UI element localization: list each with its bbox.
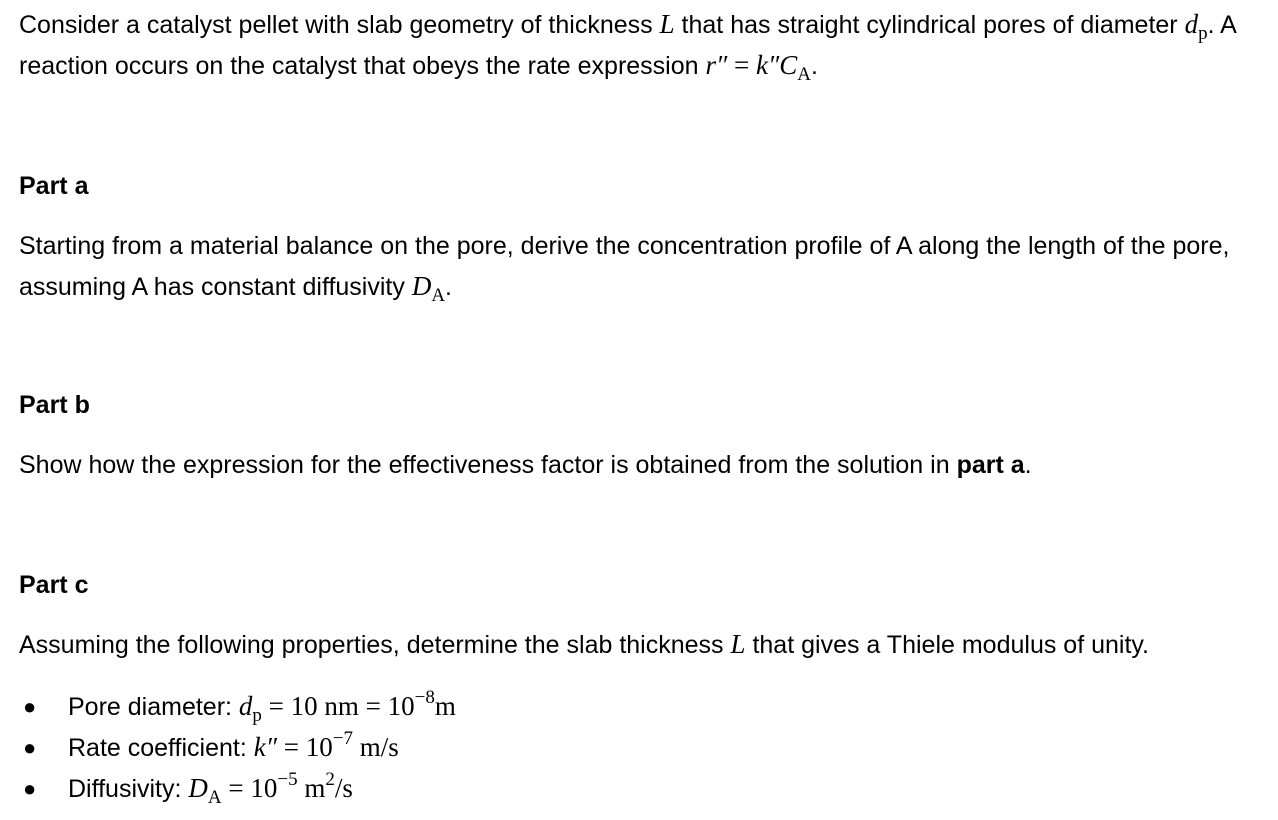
property-value: = 10 nm = 10	[261, 691, 415, 721]
property-exponent: −7	[332, 728, 353, 749]
part-c-paragraph	[19, 624, 1274, 665]
property-label: Diffusivity:	[68, 775, 189, 803]
property-symbol: d	[238, 691, 253, 721]
rate-rhs: k″C	[756, 50, 798, 80]
property-unit-exponent: 2	[325, 769, 335, 790]
list-item	[19, 727, 456, 768]
property-subscript: A	[207, 787, 222, 808]
diffusivity-subscript: A	[431, 285, 446, 306]
part-c-text-1: Assuming the following properties, determine the slab thickness	[19, 631, 731, 659]
intro-text-2: that has straight cylindrical pores of diameter	[674, 11, 1185, 39]
property-list	[19, 686, 456, 809]
diffusivity-symbol: D	[411, 271, 432, 301]
list-item	[19, 686, 456, 727]
part-a-text-2: .	[445, 273, 452, 301]
property-unit: m	[297, 773, 326, 803]
property-subscript: p	[252, 705, 262, 726]
property-value: = 10	[221, 773, 278, 803]
property-exponent: −5	[277, 769, 298, 790]
property-unit: m	[434, 691, 456, 721]
property-value: = 10	[277, 732, 333, 762]
part-c-text-2: that gives a Thiele modulus of unity.	[745, 631, 1149, 659]
part-a-text-1: Starting from a material balance on the pore, derive the concentration profile of A along the length of the pore, assuming A has constant diffusivity	[19, 232, 1230, 301]
bullet-icon: ●	[23, 735, 37, 760]
part-a-heading: Part a	[19, 172, 89, 200]
part-b-text-2: .	[1024, 451, 1032, 479]
property-label: Pore diameter:	[68, 693, 239, 721]
property-label: Rate coefficient:	[68, 734, 254, 762]
rate-equals: =	[727, 50, 756, 80]
part-b-paragraph	[19, 445, 1259, 485]
part-c-heading: Part c	[19, 571, 89, 599]
thickness-symbol: L	[659, 9, 675, 39]
pore-diameter-subscript: p	[1198, 23, 1208, 44]
bullet-icon: ●	[23, 694, 37, 719]
property-symbol: D	[188, 773, 208, 803]
property-unit-tail: /s	[334, 773, 353, 803]
intro-paragraph	[19, 4, 1259, 86]
pore-diameter-symbol: d	[1184, 9, 1199, 39]
part-b-text-1: Show how the expression for the effectiveness factor is obtained from the solution in	[19, 451, 957, 479]
rate-lhs: r″	[705, 50, 728, 80]
part-a-paragraph	[19, 226, 1259, 307]
intro-text-3: . A reaction occurs on the catalyst that obeys the rate expression	[19, 11, 1236, 80]
bullet-icon: ●	[23, 776, 37, 801]
property-symbol: k″	[253, 732, 277, 762]
rate-rhs-subscript: A	[797, 64, 811, 85]
property-exponent: −8	[414, 687, 435, 708]
thickness-symbol-c: L	[730, 629, 746, 659]
part-b-heading: Part b	[19, 391, 90, 419]
intro-text-4: .	[810, 52, 818, 80]
intro-text-1: Consider a catalyst pellet with slab geometry of thickness	[19, 11, 660, 39]
list-item	[19, 768, 456, 809]
part-b-bold-reference: part a	[956, 451, 1025, 479]
property-unit: m/s	[352, 732, 399, 762]
